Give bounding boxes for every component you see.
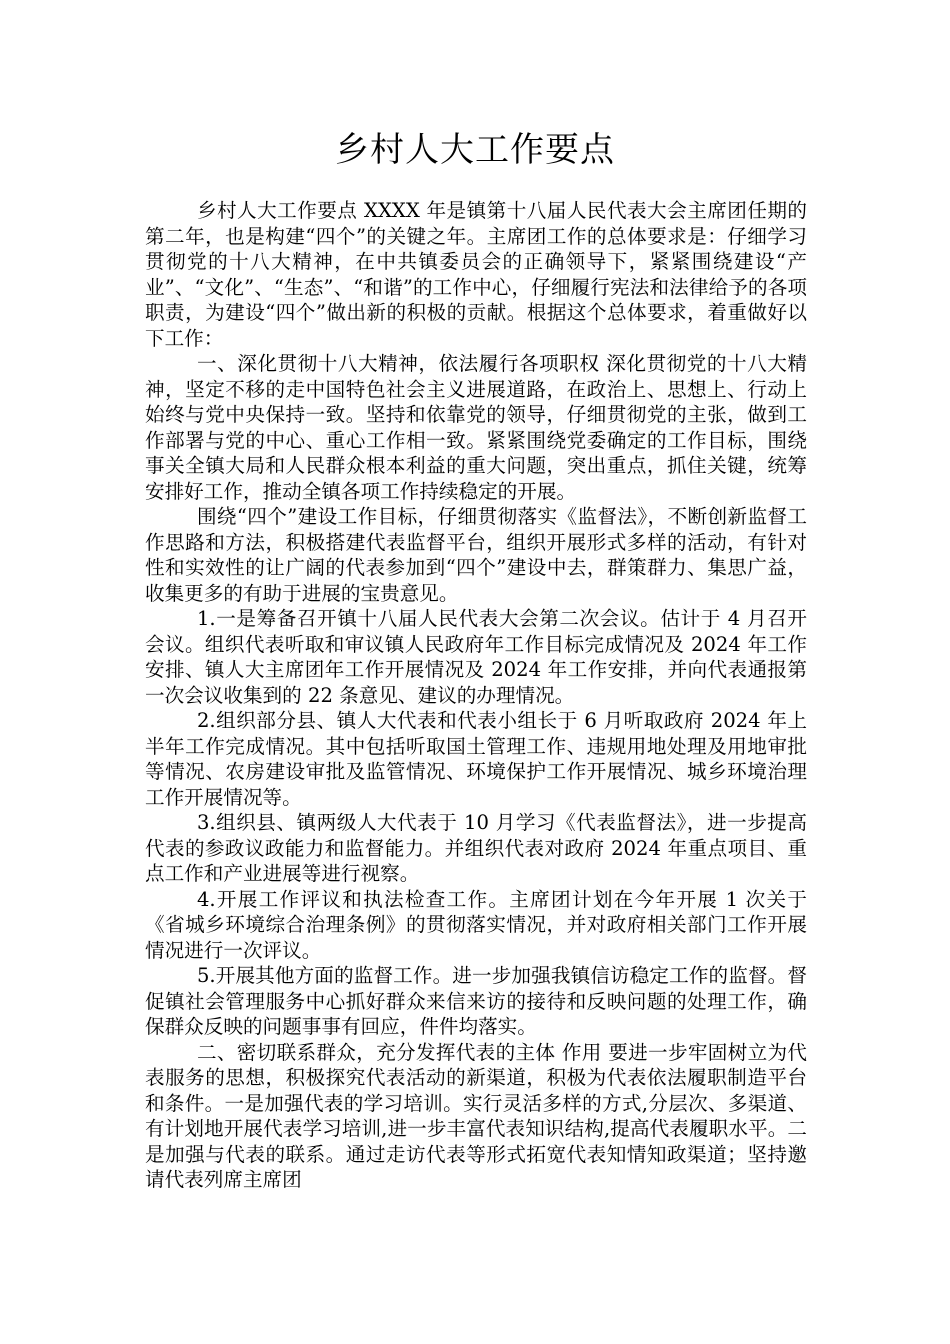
paragraph-intro: 乡村人大工作要点 XXXX 年是镇第十八届人民代表大会主席团任期的第二年，也是构建“四个”的关键之年。主席团工作的总体要求是：仔细学习贯彻党的十八大精神，在中共镇委员会的正确领导下，紧紧围绕建设“产业”、“文化”、“生态”、“和谐”的工作中心，仔细履行宪法和法律给予的各项职责，为建设“四个”做出新的积极的贡献。根据这个总体要求，着重做好以下工作：	[145, 199, 807, 350]
paragraph-item-3: 3.组织县、镇两级人大代表于 10 月学习《代表监督法》，进一步提高代表的参政议政能力和监督能力。并组织代表对政府 2024 年重点项目、重点工作和产业进展等进行视察。	[145, 811, 807, 885]
paragraph-item-2: 2.组织部分县、镇人大代表和代表小组长于 6 月听取政府 2024 年上半年工作完成情况。其中包括听取国土管理工作、违规用地处理及用地审批等情况、农房建设审批及监管情况、环境保护工作开展情况、城乡环境治理工作开展情况等。	[145, 709, 808, 809]
paragraph-item-5: 5.开展其他方面的监督工作。进一步加强我镇信访稳定工作的监督。督促镇社会管理服务中心抓好群众来信来访的接待和反映问题的处理工作，确保群众反映的问题事事有回应，件件均落实。	[145, 964, 807, 1038]
document-title: 乡村人大工作要点	[335, 130, 615, 170]
paragraph-section-two: 二、密切联系群众，充分发挥代表的主体 作用 要进一步牢固树立为代表服务的思想，积极探究代表活动的新渠道，积极为代表依法履职制造平台和条件。一是加强代表的学习培训。实行灵活多样的方式,分层次、多渠道、有计划地开展代表学习培训,进一步丰富代表知识结构,提高代表履职水平。二是加强与代表的联系。通过走访代表等形式拓宽代表知情知政渠道；坚持邀请代表列席主席团	[145, 1040, 807, 1191]
document-body	[145, 198, 807, 1193]
paragraph-section-one: 一、深化贯彻十八大精神，依法履行各项职权 深化贯彻党的十八大精神，坚定不移的走中国特色社会主义进展道路，在政治上、思想上、行动上始终与党中央保持一致。坚持和依靠党的领导，仔细贯彻党的主张，做到工作部署与党的中心、重心工作相一致。紧紧围绕党委确定的工作目标，围绕事关全镇大局和人民群众根本利益的重大问题，突出重点，抓住关键，统筹安排好工作，推动全镇各项工作持续稳定的开展。	[145, 352, 807, 503]
paragraph-item-1: 1.一是筹备召开镇十八届人民代表大会第二次会议。估计于 4 月召开会议。组织代表听取和审议镇人民政府年工作目标完成情况及 2024 年工作安排、镇人大主席团年工作开展情况及 2024 年工作安排，并向代表通报第一次会议收集到的 22 条意见、建议的办理情况。	[145, 607, 807, 707]
paragraph-supervision: 围绕“四个”建设工作目标，仔细贯彻落实《监督法》，不断创新监督工作思路和方法，积极搭建代表监督平台，组织开展形式多样的活动，有针对性和实效性的让广阔的代表参加到“四个”建设中去，群策群力、集思广益，收集更多的有助于进展的宝贵意见。	[145, 505, 807, 605]
paragraph-item-4: 4.开展工作评议和执法检查工作。主席团计划在今年开展 1 次关于《省城乡环境综合治理条例》的贯彻落实情况，并对政府相关部门工作开展情况进行一次评议。	[145, 887, 807, 962]
